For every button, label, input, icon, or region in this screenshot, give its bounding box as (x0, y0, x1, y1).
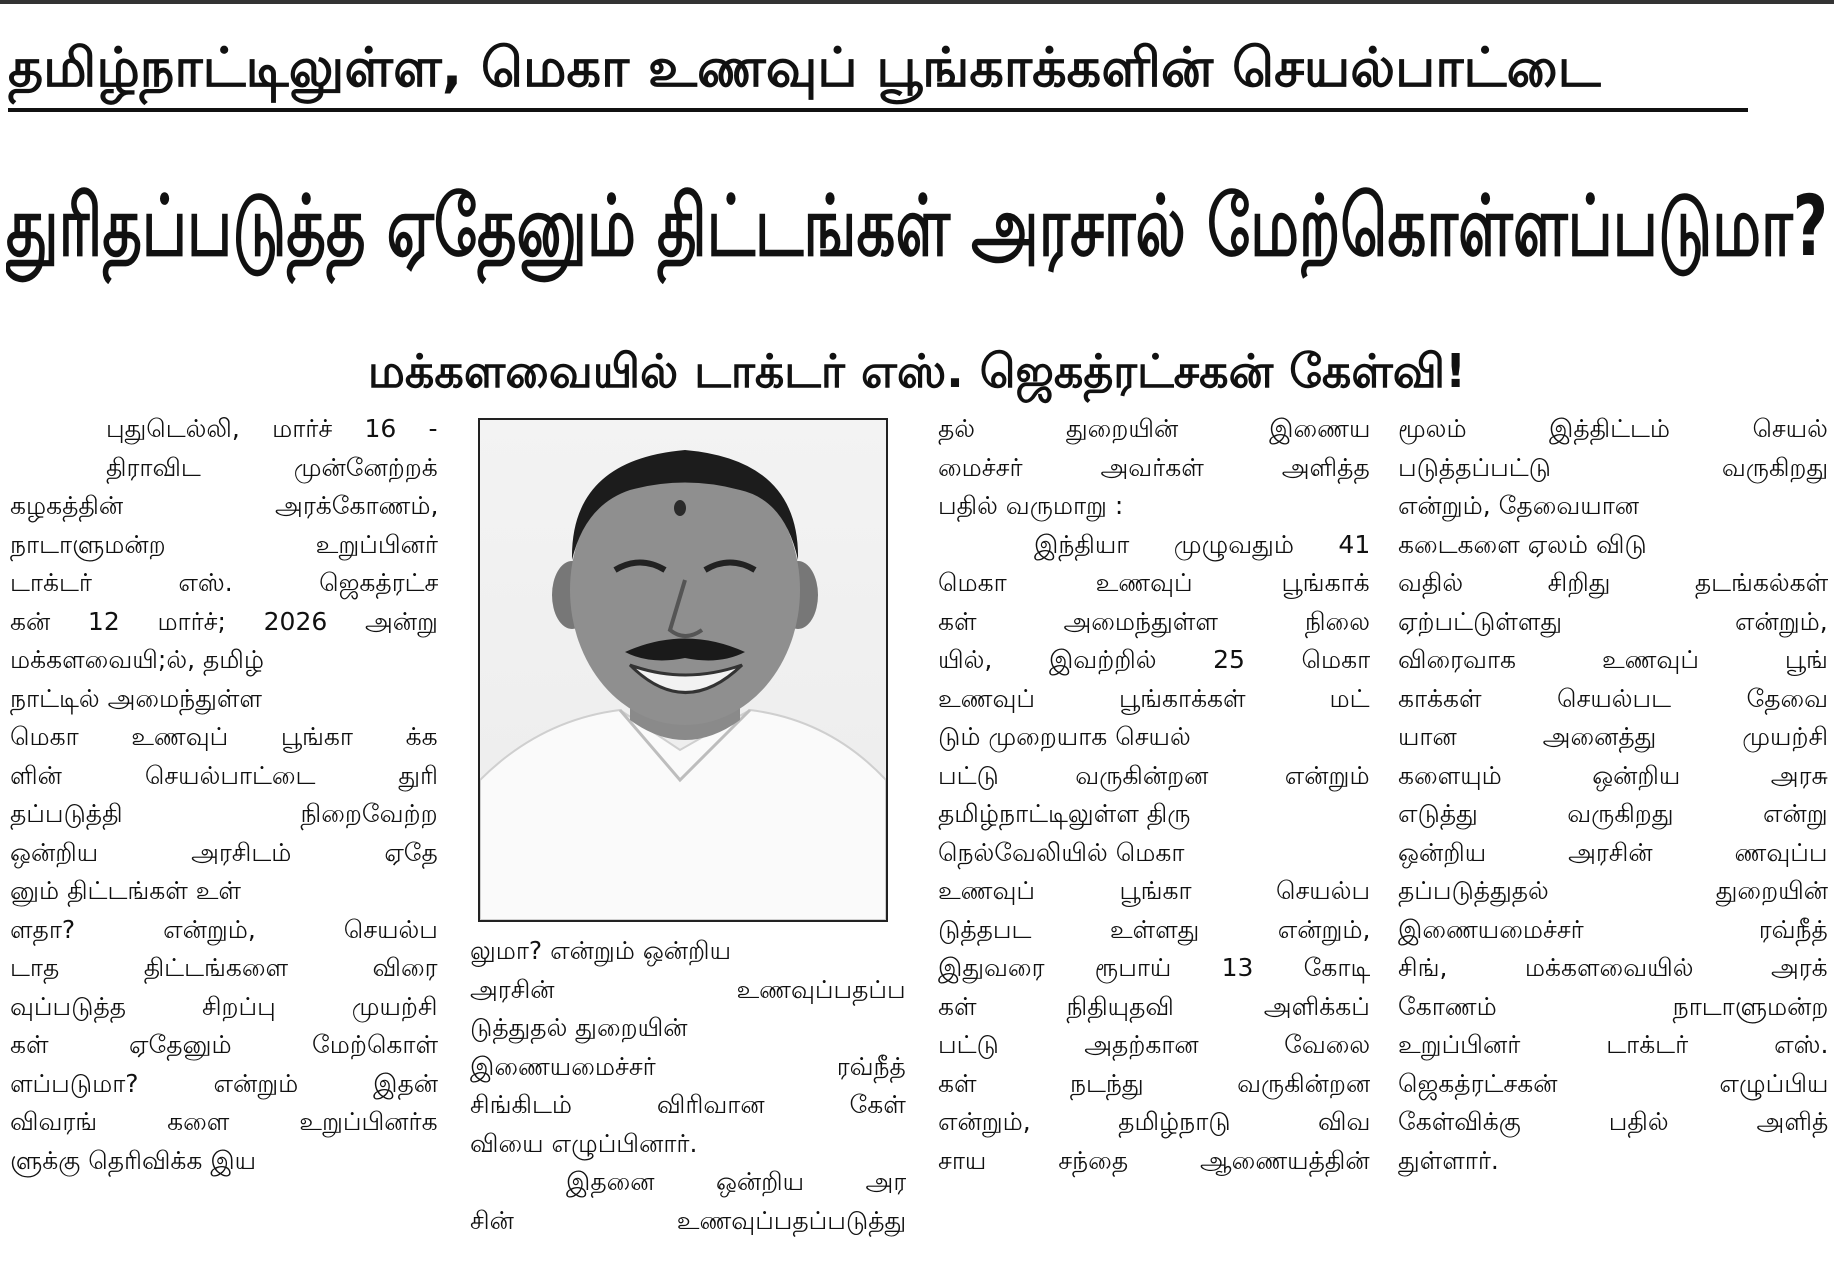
text-line: சாய சந்தை ஆணையத்தின் (938, 1145, 1370, 1175)
text-line: ஒன்றிய அரசின் ணவுப்ப (1398, 837, 1828, 867)
text-line: ளின் செயல்பாட்டை துரி (10, 760, 438, 790)
headline-underline (8, 108, 1748, 112)
text-line: கேள்விக்கு பதில் அளித் (1398, 1107, 1828, 1136)
text-line: டாத திட்டங்களை விரை (10, 953, 438, 982)
text-line: நாட்டில் அமைந்துள்ள (10, 683, 262, 713)
text-line: காக்கள் செயல்பட தேவை (1398, 683, 1828, 713)
text-line: மூலம் இத்திட்டம் செயல் (1398, 414, 1828, 443)
text-line: கடைகளை ஏலம் விடு (1398, 529, 1647, 559)
article-column-4 (1398, 410, 1828, 1286)
text-line: ளப்படுமா? என்றும் இதன் (10, 1068, 438, 1098)
text-line: இணையமைச்சர் ரவ்நீத் (1398, 914, 1828, 944)
text-line: ளதா? என்றும், செயல்ப (10, 914, 438, 944)
text-line: கோணம் நாடாளுமன்ற (1398, 991, 1828, 1021)
article-column-3 (938, 410, 1370, 1286)
text-line: என்றும், தேவையான (1398, 491, 1640, 520)
article-column-2 (470, 932, 906, 1286)
text-line: ஒன்றிய அரசிடம் ஏதே (10, 837, 438, 867)
text-line: கழகத்தின் அரக்கோணம், (10, 491, 438, 520)
text-line: வதில் சிறிது தடங்கல்கள் (1398, 568, 1828, 597)
text-line: விவரங் களை உறுப்பினர்க (10, 1107, 438, 1136)
text-line: உணவுப் பூங்காக்கள் மட் (938, 683, 1370, 713)
text-line: மெகா உணவுப் பூங்கா க்க (10, 722, 438, 751)
text-line: இதனை ஒன்றிய அர (566, 1167, 906, 1196)
text-line: தல் துறையின் இணைய (938, 414, 1370, 443)
text-line: கள் நிதியுதவி அளிக்கப் (938, 991, 1370, 1021)
text-line: எடுத்து வருகிறது என்று (1398, 799, 1828, 828)
text-line: உறுப்பினர் டாக்டர் எஸ். (1398, 1030, 1828, 1059)
text-line: என்றும், தமிழ்நாடு விவ (938, 1107, 1370, 1136)
headline-main: துரிதப்படுத்த ஏதேனும் திட்டங்கள் அரசால் மேற்கொள்ளப்படுமா? (6, 177, 1828, 275)
portrait-photo (478, 418, 888, 922)
text-line: டுத்தபட உள்ளது என்றும், (938, 914, 1370, 944)
text-line: நெல்வேலியில் மெகா (938, 837, 1185, 867)
headline-top: தமிழ்நாட்டிலுள்ள, மெகா உணவுப் பூங்காக்களின் செயல்பாட்டை (8, 36, 1601, 99)
text-line: வுப்படுத்த சிறப்பு முயற்சி (10, 991, 438, 1021)
text-line: கள் ஏதேனும் மேற்கொள் (10, 1030, 438, 1059)
article-column-1 (10, 410, 438, 1286)
portrait-photo-icon (480, 420, 886, 920)
text-line: யில், இவற்றில் 25 மெகா (938, 645, 1370, 674)
text-line: சிங், மக்களவையில் அரக் (1398, 953, 1828, 982)
text-line: திராவிட முன்னேற்றக் (106, 452, 438, 482)
text-line: டுத்துதல் துறையின் (470, 1013, 688, 1042)
text-line: சின் உணவுப்பதப்படுத்து (470, 1205, 906, 1235)
text-line: இணையமைச்சர் ரவ்நீத் (470, 1051, 906, 1081)
text-line: பட்டு அதற்கான வேலை (938, 1030, 1370, 1059)
text-line: நாடாளுமன்ற உறுப்பினர் (10, 529, 438, 559)
text-line: பட்டு வருகின்றன என்றும் (938, 760, 1370, 790)
text-line: கன் 12 மார்ச்; 2026 அன்று (10, 606, 438, 636)
text-line: லுமா? என்றும் ஒன்றிய (470, 936, 731, 965)
text-line: மெகா உணவுப் பூங்காக் (938, 568, 1370, 597)
text-line: தமிழ்நாட்டிலுள்ள திரு (938, 799, 1191, 828)
text-line: களையும் ஒன்றிய அரசு (1398, 760, 1828, 790)
text-line: னும் திட்டங்கள் உள் (10, 876, 241, 905)
text-line: புதுடெல்லி, மார்ச் 16 - (106, 414, 438, 443)
text-line: ளுக்கு தெரிவிக்க இய (10, 1145, 257, 1175)
text-line: யான அனைத்து முயற்சி (1398, 722, 1828, 751)
top-border (0, 0, 1834, 4)
headline-sub: மக்களவையில் டாக்டர் எஸ். ஜெகத்ரட்சகன் கேள்வி! (367, 344, 1467, 398)
text-line: உணவுப் பூங்கா செயல்ப (938, 876, 1370, 905)
text-line: பதில் வருமாறு : (938, 491, 1124, 520)
text-line: மக்களவையி;ல், தமிழ் (10, 645, 264, 674)
text-line: ஏற்பட்டுள்ளது என்றும், (1398, 606, 1828, 636)
text-line: அரசின் உணவுப்பதப்ப (470, 974, 906, 1004)
text-line: கள் நடந்து வருகின்றன (938, 1068, 1370, 1098)
text-line: விரைவாக உணவுப் பூங் (1398, 645, 1828, 674)
text-line: தப்படுத்துதல் துறையின் (1398, 876, 1828, 905)
text-line: டும் முறையாக செயல் (938, 722, 1191, 751)
text-line: டாக்டர் எஸ். ஜெகத்ரட்ச (10, 568, 438, 597)
text-line: மைச்சர் அவர்கள் அளித்த (938, 452, 1370, 482)
text-line: தப்படுத்தி நிறைவேற்ற (10, 799, 438, 828)
text-line: துள்ளார். (1398, 1145, 1499, 1175)
text-line: இந்தியா முழுவதும் 41 (1034, 529, 1370, 559)
text-line: ஜெகத்ரட்சகன் எழுப்பிய (1398, 1068, 1828, 1098)
text-line: சிங்கிடம் விரிவான கேள் (470, 1090, 906, 1119)
text-line: படுத்தப்பட்டு வருகிறது (1398, 452, 1828, 482)
text-line: கள் அமைந்துள்ள நிலை (938, 606, 1370, 636)
text-line: வியை எழுப்பினார். (470, 1128, 698, 1158)
text-line: இதுவரை ரூபாய் 13 கோடி (938, 953, 1370, 982)
